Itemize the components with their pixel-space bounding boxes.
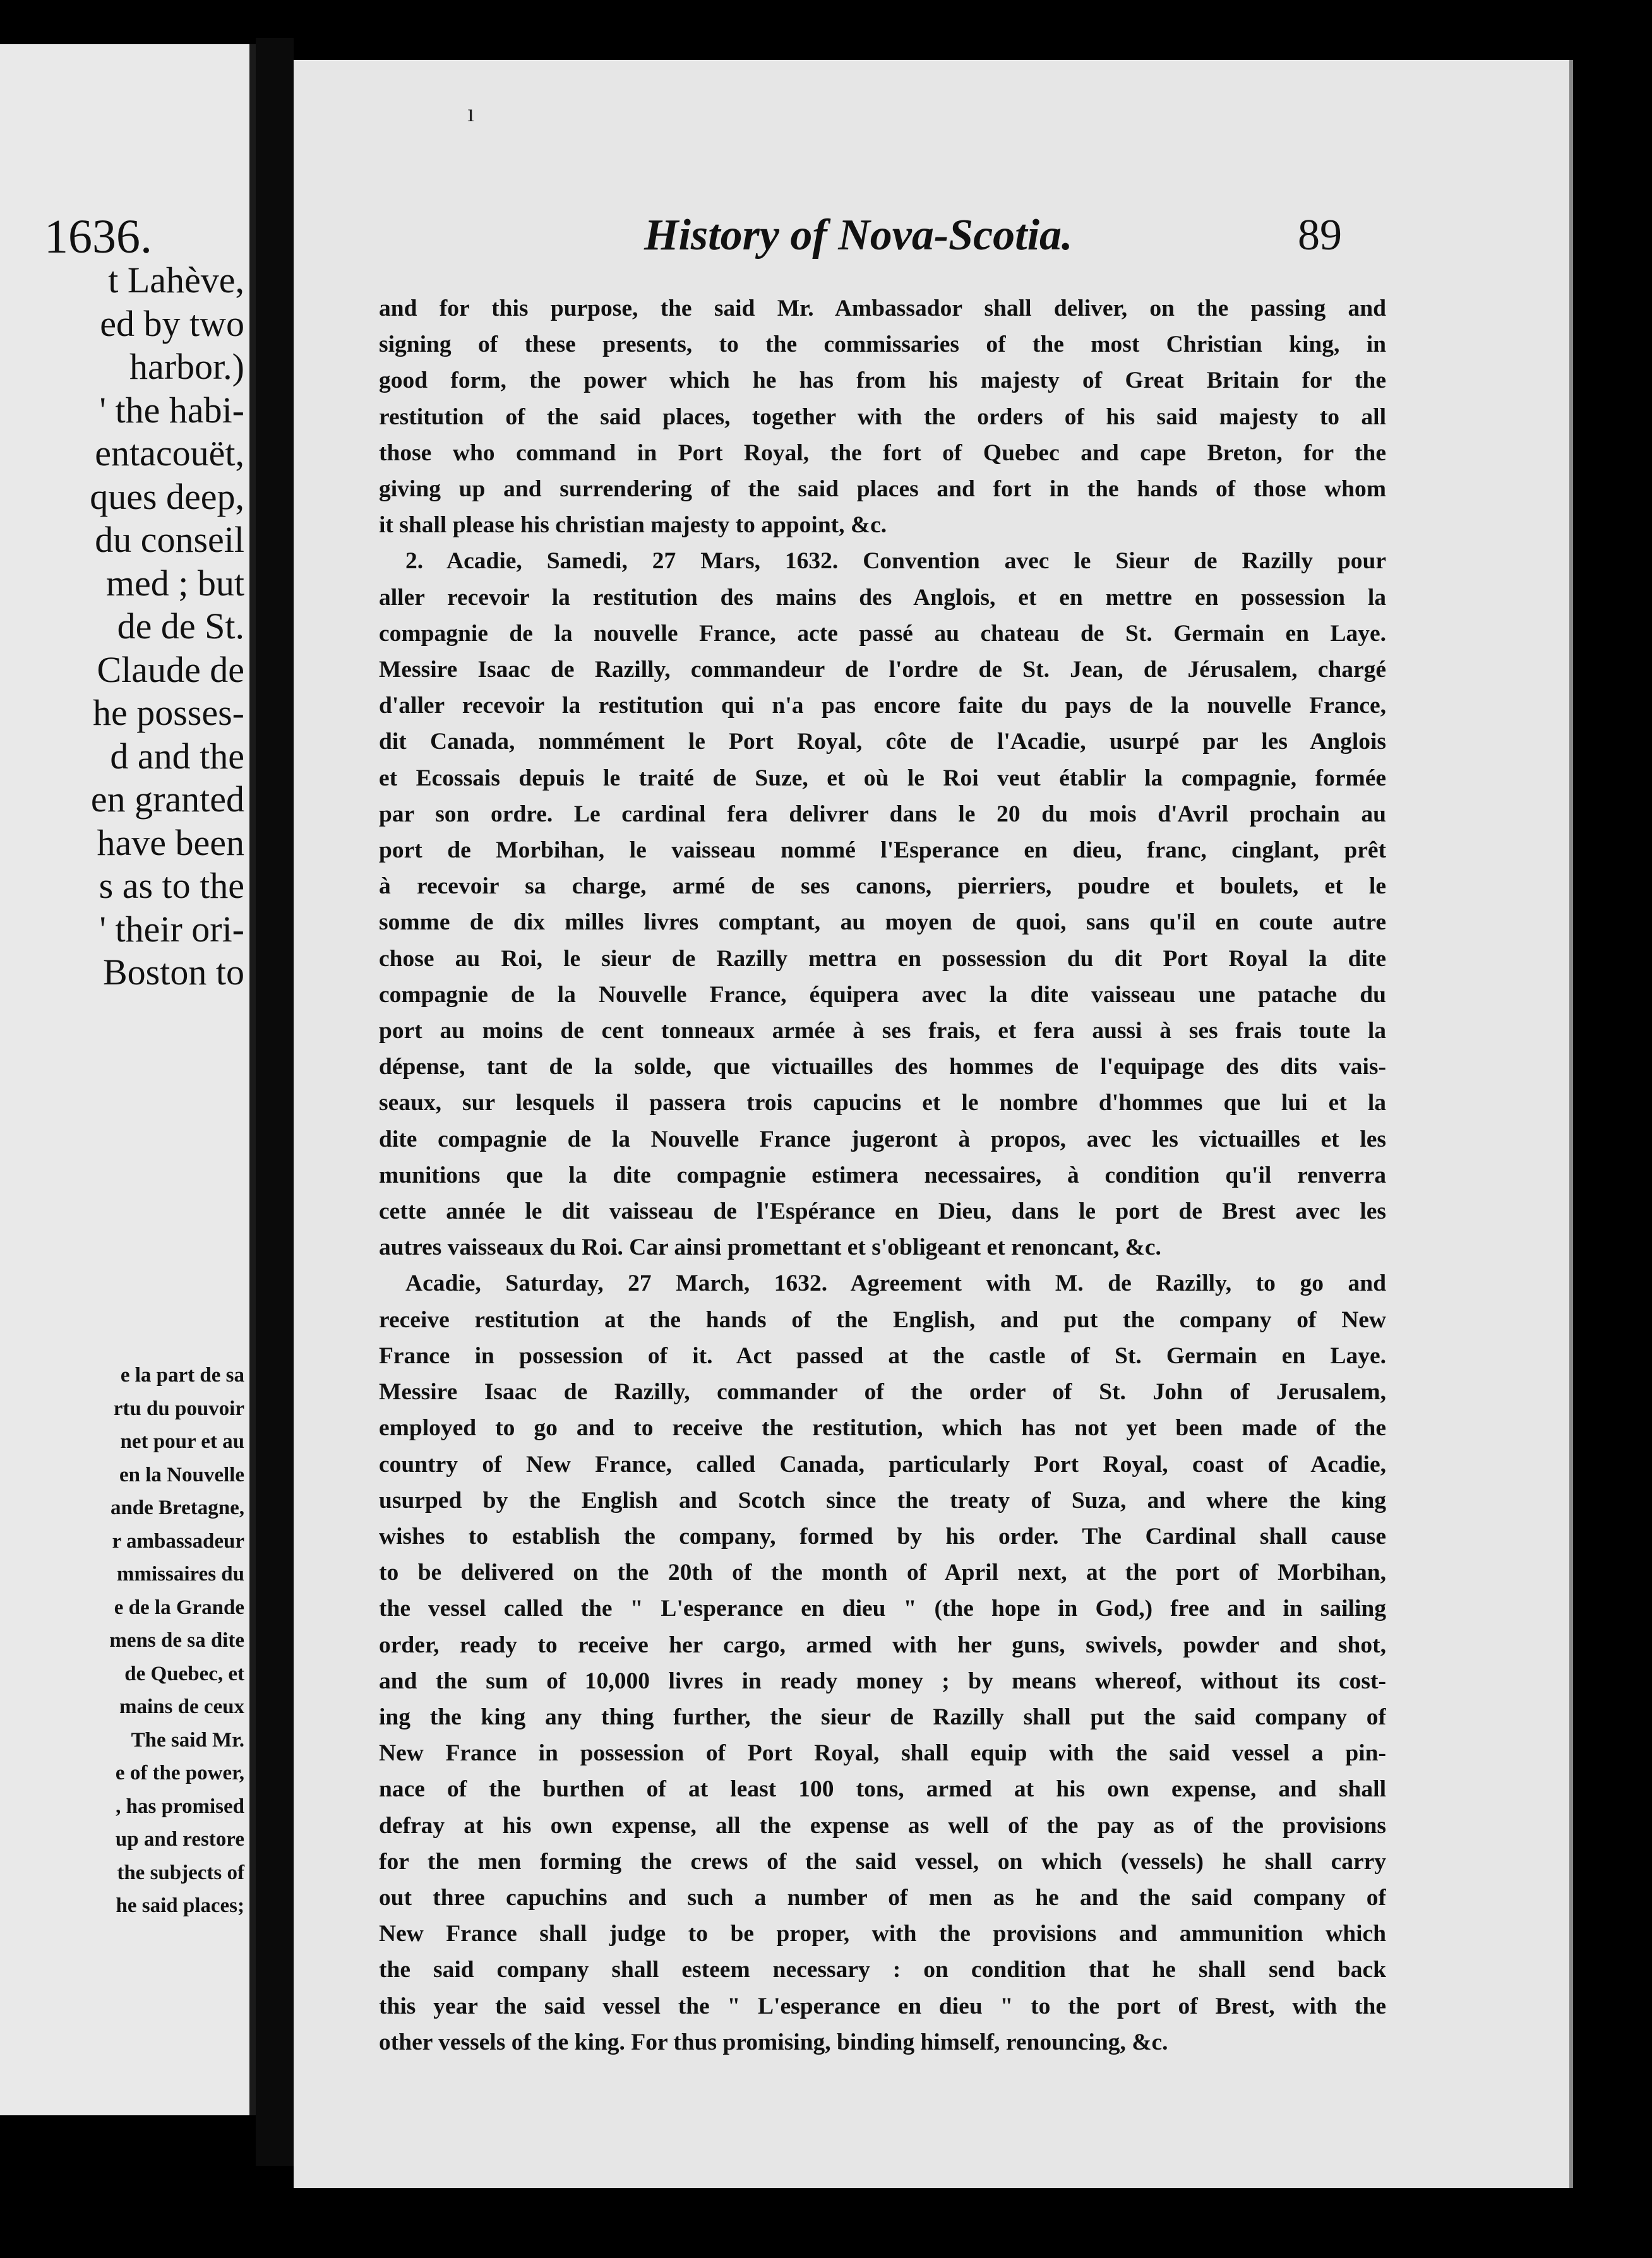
running-title: History of Nova-Scotia. bbox=[644, 211, 1073, 260]
left-page-line: de Quebec, et bbox=[124, 1662, 244, 1685]
text-line: good form, the power which he has from his majesty of Great Britain for the bbox=[379, 367, 1386, 394]
text-line: munitions que la dite compagnie estimera necessaires, à condition qu'il renverra bbox=[379, 1162, 1386, 1188]
left-page-line: Claude de bbox=[97, 648, 244, 690]
left-page-line: , has promised bbox=[116, 1795, 244, 1818]
left-page-line: rtu du pouvoir bbox=[113, 1397, 244, 1420]
text-line: compagnie de la nouvelle France, acte passé au chateau de St. Germain en Laye. bbox=[379, 620, 1386, 647]
text-line: wishes to establish the company, formed by his order. The Cardinal shall cause bbox=[379, 1523, 1386, 1550]
left-page-line: net pour et au bbox=[120, 1430, 244, 1453]
text-line: à recevoir sa charge, armé de ses canons, pierriers, poudre et boulets, et le bbox=[379, 873, 1386, 900]
text-line: ing the king any thing further, the sieur de Razilly shall put the said company of bbox=[379, 1704, 1386, 1730]
running-header bbox=[294, 210, 1569, 286]
left-page-line: ' their ori- bbox=[99, 908, 244, 950]
left-page-line: mmissaires du bbox=[117, 1563, 244, 1586]
text-line: port de Morbihan, le vaisseau nommé l'Esperance en dieu, franc, cinglant, prêt bbox=[379, 837, 1386, 864]
text-line: this year the said vessel the " L'esperance en dieu " to the port of Brest, with the bbox=[379, 1993, 1386, 2019]
left-page-line: de de St. bbox=[117, 606, 244, 647]
text-line: Acadie, Saturday, 27 March, 1632. Agreement with M. de Razilly, to go and bbox=[405, 1270, 1386, 1297]
page-speck: ı bbox=[467, 99, 475, 127]
text-line: country of New France, called Canada, particularly Port Royal, coast of Acadie, bbox=[379, 1451, 1386, 1478]
left-page-line: mains de ceux bbox=[119, 1695, 244, 1718]
left-page-line: med ; but bbox=[105, 562, 244, 604]
text-line: nace of the burthen of at least 100 tons, armed at his own expense, and shall bbox=[379, 1776, 1386, 1803]
left-page-line: d and the bbox=[110, 735, 244, 777]
left-facing-page bbox=[0, 44, 256, 2115]
text-line: dépense, tant de la solde, que victuailles des hommes de l'equipage des dits vais- bbox=[379, 1054, 1386, 1080]
left-page-line: s as to the bbox=[99, 865, 244, 906]
text-line: Messire Isaac de Razilly, commander of the order of St. John of Jerusalem, bbox=[379, 1379, 1386, 1406]
left-page-line: ques deep, bbox=[90, 475, 244, 517]
text-line: and the sum of 10,000 livres in ready money ; by means whereof, without its cost- bbox=[379, 1668, 1386, 1694]
text-line: New France shall judge to be proper, with the provisions and ammunition which bbox=[379, 1921, 1386, 1947]
left-page-line: up and restore bbox=[115, 1828, 244, 1851]
text-line: port au moins de cent tonneaux armée à ses frais, et fera aussi à ses frais toute la bbox=[379, 1018, 1386, 1044]
text-line: 2. Acadie, Samedi, 27 Mars, 1632. Convention avec le Sieur de Razilly pour bbox=[405, 548, 1386, 575]
text-line: order, ready to receive her cargo, armed with her guns, swivels, powder and shot, bbox=[379, 1632, 1386, 1658]
book-page bbox=[294, 60, 1573, 2188]
book-gutter bbox=[256, 38, 294, 2166]
text-line: the said company shall esteem necessary : on condition that he shall send back bbox=[379, 1957, 1386, 1983]
text-line: to be delivered on the 20th of the month of April next, at the port of Morbihan, bbox=[379, 1560, 1386, 1586]
text-line: somme de dix milles livres comptant, au moyen de quoi, sans qu'il en coute autre bbox=[379, 909, 1386, 936]
left-page-line: e of the power, bbox=[115, 1762, 244, 1784]
text-line: and for this purpose, the said Mr. Ambassador shall deliver, on the passing and bbox=[379, 296, 1386, 321]
text-line: those who command in Port Royal, the fort of Quebec and cape Breton, for the bbox=[379, 439, 1386, 466]
text-line: employed to go and to receive the restitution, which has not yet been made of the bbox=[379, 1415, 1386, 1442]
text-line: defray at his own expense, all the expense as well of the pay as of the provisions bbox=[379, 1812, 1386, 1839]
text-line: out three capuchins and such a number of men as he and the said company of bbox=[379, 1884, 1386, 1911]
text-line: dit Canada, nommément le Port Royal, côte de l'Acadie, usurpé par les Anglois bbox=[379, 729, 1386, 755]
text-line: other vessels of the king. For thus promising, binding himself, renouncing, &c. bbox=[379, 2029, 1168, 2055]
left-page-line: en la Nouvelle bbox=[119, 1463, 244, 1486]
text-line: New France in possession of Port Royal, shall equip with the said vessel a pin- bbox=[379, 1740, 1386, 1767]
left-page-line: e de la Grande bbox=[114, 1596, 244, 1619]
body-text bbox=[379, 290, 1386, 2060]
left-page-line: du conseil bbox=[95, 519, 244, 560]
text-line: receive restitution at the hands of the English, and put the company of New bbox=[379, 1306, 1386, 1333]
left-page-line: r ambassadeur bbox=[112, 1529, 244, 1553]
left-page-line: he posses- bbox=[92, 692, 244, 733]
left-page-line: ed by two bbox=[100, 302, 244, 344]
text-line: par son ordre. Le cardinal fera delivrer dans le 20 du mois d'Avril prochain au bbox=[379, 801, 1386, 827]
left-page-line: have been bbox=[97, 821, 244, 863]
text-line: chose au Roi, le sieur de Razilly mettra en possession du dit Port Royal la dite bbox=[379, 945, 1386, 972]
text-line: Messire Isaac de Razilly, commandeur de l'ordre de St. Jean, de Jérusalem, chargé bbox=[379, 657, 1386, 683]
text-line: seaux, sur lesquels il passera trois capucins et le nombre d'hommes que lui et la bbox=[379, 1090, 1386, 1116]
left-page-line: he said places; bbox=[116, 1894, 244, 1917]
left-page-line: The said Mr. bbox=[131, 1728, 244, 1752]
text-line: compagnie de la Nouvelle France, équipera avec la dite vaisseau une patache du bbox=[379, 981, 1386, 1008]
page-number: 89 bbox=[1298, 211, 1342, 260]
text-line: autres vaisseaux du Roi. Car ainsi promettant et s'obligeant et renoncant, &c. bbox=[379, 1234, 1161, 1261]
text-line: for the men forming the crews of the said vessel, on which (vessels) he shall carry bbox=[379, 1848, 1386, 1875]
left-page-line: mens de sa dite bbox=[109, 1629, 244, 1652]
left-page-line: en granted bbox=[90, 779, 244, 820]
text-line: cette année le dit vaisseau de l'Espérance en Dieu, dans le port de Brest avec les bbox=[379, 1198, 1386, 1225]
left-page-header: 1636. bbox=[44, 210, 152, 263]
text-line: aller recevoir la restitution des mains des Anglois, et en mettre en possession la bbox=[379, 584, 1386, 611]
text-line: giving up and surrendering of the said places and fort in the hands of those whom bbox=[379, 476, 1386, 503]
text-line: restitution of the said places, together with the orders of his said majesty to all bbox=[379, 403, 1386, 430]
left-page-line: t Lahève, bbox=[108, 260, 244, 301]
left-page-line: harbor.) bbox=[129, 346, 244, 387]
text-line: signing of these presents, to the commissaries of the most Christian king, in bbox=[379, 332, 1386, 358]
text-line: usurped by the English and Scotch since the treaty of Suza, and where the king bbox=[379, 1487, 1386, 1514]
left-page-line: e la part de sa bbox=[120, 1364, 244, 1387]
text-line: dite compagnie de la Nouvelle France jugeront à propos, avec les victuailles et les bbox=[379, 1126, 1386, 1152]
text-line: et Ecossais depuis le traité de Suze, et où le Roi veut établir la compagnie, formée bbox=[379, 765, 1386, 791]
text-line: the vessel called the " L'esperance en dieu " (the hope in God,) free and in sailing bbox=[379, 1596, 1386, 1622]
left-page-line: the subjects of bbox=[117, 1861, 244, 1884]
left-page-line: entacouët, bbox=[95, 433, 244, 474]
left-page-line: ' the habi- bbox=[99, 389, 244, 431]
left-page-line: Boston to bbox=[103, 952, 244, 993]
left-page-line: ande Bretagne, bbox=[110, 1496, 244, 1519]
text-line: d'aller recevoir la restitution qui n'a pas encore faite du pays de la nouvelle France, bbox=[379, 693, 1386, 719]
text-line: it shall please his christian majesty to appoint, &c. bbox=[379, 512, 887, 539]
text-line: France in possession of it. Act passed at the castle of St. Germain en Laye. bbox=[379, 1342, 1386, 1369]
